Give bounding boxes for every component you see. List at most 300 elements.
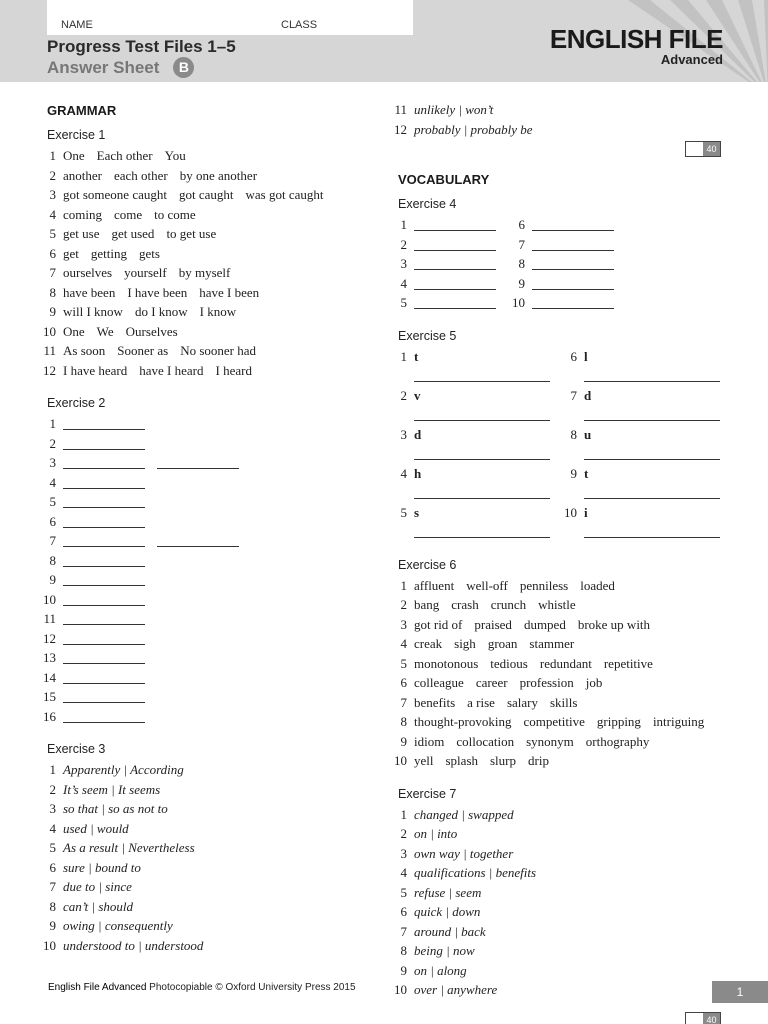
item-number: 2 <box>400 387 407 403</box>
item-options <box>414 751 731 771</box>
answer-pair: quick | down <box>414 904 481 919</box>
answer-blank[interactable] <box>414 407 550 421</box>
answer-option[interactable]: got caught <box>178 187 234 202</box>
answer-blanks <box>63 531 370 551</box>
list-item <box>40 434 370 454</box>
item-number: 3 <box>49 187 56 202</box>
answer-blank[interactable] <box>414 485 550 499</box>
answer-pair: changed | swapped <box>414 806 514 822</box>
list-item <box>40 687 370 707</box>
list-item <box>509 254 627 274</box>
item-number: 16 <box>43 708 56 724</box>
answer-blank[interactable] <box>584 485 720 499</box>
list-item <box>509 274 627 294</box>
answer-option[interactable]: dumped <box>523 616 566 632</box>
answer-blank[interactable] <box>157 533 239 547</box>
answer-blank[interactable] <box>63 494 145 508</box>
exercise-3-list-continued <box>391 100 731 139</box>
answer-option[interactable]: get use <box>63 226 100 241</box>
answer-option[interactable]: I have been <box>127 284 188 300</box>
list-item <box>40 877 370 897</box>
answer-option[interactable]: affluent <box>414 577 455 593</box>
answer-blank[interactable] <box>63 455 145 469</box>
item-number: 1 <box>49 148 56 163</box>
answer-blank[interactable] <box>532 237 614 251</box>
answer-blank[interactable] <box>63 611 145 625</box>
answer-blank[interactable] <box>584 524 720 538</box>
answer-blank[interactable] <box>414 276 496 290</box>
answer-blank[interactable] <box>63 572 145 586</box>
answer-blanks <box>63 551 370 571</box>
exercise-1-list <box>40 146 370 380</box>
item-number: 4 <box>400 865 407 880</box>
answer-blank[interactable] <box>63 670 145 684</box>
exercise-3-title: Exercise 3 <box>47 742 106 756</box>
item-number: 7 <box>518 236 525 252</box>
list-item <box>391 941 731 961</box>
answer-option[interactable]: get used <box>111 226 155 241</box>
answer-blank[interactable] <box>414 295 496 309</box>
answer-option[interactable]: salary <box>506 694 538 710</box>
item-number: 1 <box>400 217 407 232</box>
answer-option[interactable]: career <box>475 675 508 690</box>
answer-blank[interactable] <box>63 709 145 723</box>
item-number: 13 <box>43 650 56 665</box>
list-item <box>391 576 731 596</box>
answer-pair: due to | since <box>63 879 132 894</box>
item-number: 3 <box>400 845 407 861</box>
answer-option[interactable]: have I heard <box>139 362 204 378</box>
list-item <box>40 799 370 819</box>
answer-blank[interactable] <box>414 217 496 231</box>
answer-blank[interactable] <box>63 436 145 450</box>
list-item <box>40 838 370 858</box>
answer-pair: owing | consequently <box>63 918 173 933</box>
item-number: 7 <box>49 879 56 894</box>
answer-option[interactable]: well-off <box>466 577 508 593</box>
answer-option[interactable]: each other <box>113 167 168 183</box>
list-item <box>40 858 370 878</box>
list-item <box>391 805 731 825</box>
item-options <box>414 732 731 752</box>
answer-option[interactable]: got rid of <box>414 616 463 632</box>
exercise-2-list <box>40 414 370 726</box>
answer-blanks <box>414 215 509 235</box>
answer-blank[interactable] <box>157 455 239 469</box>
first-letter: u <box>584 426 592 442</box>
answer-option[interactable]: gripping <box>596 714 641 729</box>
item-number: 15 <box>43 689 56 704</box>
item-number: 3 <box>49 455 56 470</box>
item-number: 9 <box>518 275 525 291</box>
answer-blanks <box>584 464 732 503</box>
list-item <box>40 897 370 917</box>
answer-option[interactable]: crunch <box>490 597 527 612</box>
list-item <box>561 503 731 542</box>
answer-option[interactable]: profession <box>519 675 574 690</box>
answer-blank[interactable] <box>63 689 145 703</box>
list-item <box>40 551 370 571</box>
answer-option[interactable]: whistle <box>538 597 576 612</box>
list-item <box>561 386 731 425</box>
answer-blanks <box>63 609 370 629</box>
item-number: 12 <box>394 121 407 137</box>
first-letter: i <box>584 504 588 520</box>
list-item <box>391 634 731 654</box>
item-number: 5 <box>400 884 407 900</box>
exercise-5-title: Exercise 5 <box>398 328 457 343</box>
item-number: 14 <box>43 669 56 685</box>
list-item <box>40 668 370 688</box>
exercise-4-title: Exercise 4 <box>398 197 457 211</box>
answer-option[interactable]: coming <box>63 206 102 222</box>
answer-blanks <box>584 386 732 425</box>
answer-blank[interactable] <box>63 514 145 528</box>
exercise-2-title: Exercise 2 <box>47 396 106 410</box>
first-letter: t <box>414 348 419 364</box>
answer-option[interactable]: Sooner as <box>117 343 169 358</box>
item-number: 5 <box>400 504 407 520</box>
answer-blank[interactable] <box>414 256 496 270</box>
answer-option[interactable]: idiom <box>414 733 445 749</box>
answer-option[interactable]: monotonous <box>414 655 479 671</box>
answer-option[interactable]: penniless <box>519 577 569 593</box>
answer-blanks <box>414 503 562 542</box>
answer-option[interactable]: yell <box>414 753 434 768</box>
item-options <box>63 146 370 166</box>
item-number: 4 <box>49 206 56 222</box>
answer-option[interactable]: job <box>585 675 603 690</box>
answer-option[interactable]: skills <box>550 694 578 710</box>
answer-option[interactable]: by one another <box>179 167 258 183</box>
answer-blanks <box>532 235 627 255</box>
answer-pair: can’t | should <box>63 898 134 914</box>
list-item <box>391 120 731 140</box>
answer-pair: Apparently | According <box>63 762 184 777</box>
list-item <box>391 883 731 903</box>
answer-blanks <box>63 687 370 707</box>
answer-option[interactable]: drip <box>528 753 549 768</box>
item-number: 4 <box>49 820 56 836</box>
answer-option[interactable]: synonym <box>526 733 574 749</box>
answer-blanks <box>63 512 370 532</box>
answer-option[interactable]: intriguing <box>652 714 705 729</box>
answer-option[interactable]: loaded <box>580 577 615 593</box>
answer-blanks <box>63 629 370 649</box>
answer-option[interactable]: getting <box>90 245 127 261</box>
answer-option[interactable]: have been <box>63 284 116 300</box>
item-number: 5 <box>400 295 407 310</box>
item-number: 10 <box>394 982 407 997</box>
exercise-6-list <box>391 576 731 771</box>
answer-option[interactable]: groan <box>487 636 518 651</box>
list-item <box>391 235 509 255</box>
answer-option[interactable]: collocation <box>456 733 515 749</box>
answer-option[interactable]: thought-provoking <box>414 714 512 729</box>
answer-option[interactable]: You <box>164 148 186 163</box>
answer-option[interactable]: was got caught <box>245 187 324 202</box>
list-item <box>391 712 731 732</box>
answer-option[interactable]: have I been <box>199 284 260 300</box>
exercise-4-grid <box>391 215 731 313</box>
answer-blank[interactable] <box>414 524 550 538</box>
answer-option[interactable]: gets <box>139 245 160 261</box>
answer-blank[interactable] <box>63 631 145 645</box>
footer-copyright <box>48 982 356 993</box>
item-number: 1 <box>400 348 407 364</box>
item-number: 11 <box>394 102 407 117</box>
item-number: 8 <box>518 256 525 271</box>
answer-option[interactable]: One <box>63 323 85 339</box>
item-options <box>63 224 370 244</box>
answer-option[interactable]: get <box>63 245 79 261</box>
answer-blank[interactable] <box>584 407 720 421</box>
list-item <box>40 302 370 322</box>
answer-option[interactable]: yourself <box>124 265 167 280</box>
grammar-heading: GRAMMAR <box>47 103 117 118</box>
answer-blank[interactable] <box>414 237 496 251</box>
item-options <box>414 673 731 693</box>
answer-blank[interactable] <box>532 217 614 231</box>
item-number: 12 <box>43 630 56 646</box>
answer-option[interactable]: competitive <box>523 714 585 729</box>
item-number: 9 <box>400 733 407 749</box>
answer-option[interactable]: colleague <box>414 675 464 690</box>
answer-blanks <box>532 215 627 235</box>
item-number: 3 <box>400 426 407 442</box>
answer-pair: probably | probably be <box>414 121 533 137</box>
item-options <box>63 185 370 205</box>
answer-option[interactable]: Each other <box>96 148 153 163</box>
list-item <box>391 615 731 635</box>
answer-pair: refuse | seem <box>414 884 482 900</box>
answer-blank[interactable] <box>414 368 550 382</box>
answer-option[interactable]: by myself <box>178 265 231 280</box>
list-item <box>561 425 731 464</box>
item-number: 2 <box>400 826 407 841</box>
answer-pair: over | anywhere <box>414 982 498 997</box>
item-options <box>414 595 731 615</box>
footer-book: English File Advanced <box>48 982 147 993</box>
answer-option[interactable]: No sooner had <box>180 343 257 358</box>
list-item <box>40 473 370 493</box>
list-item <box>391 844 731 864</box>
name-label: NAME <box>61 19 93 31</box>
list-item <box>40 492 370 512</box>
answer-option[interactable]: crash <box>451 597 479 612</box>
item-number: 7 <box>49 265 56 280</box>
item-options <box>63 244 370 264</box>
brand-level: Advanced <box>660 52 723 67</box>
vocabulary-score <box>391 1010 731 1024</box>
answer-option[interactable]: One <box>63 148 85 163</box>
answer-option[interactable]: As soon <box>63 343 106 358</box>
answer-option[interactable]: ourselves <box>63 265 113 280</box>
answer-blanks <box>63 648 370 668</box>
list-item <box>561 464 731 503</box>
answer-blanks <box>414 235 509 255</box>
answer-blank[interactable] <box>63 650 145 664</box>
answer-blanks <box>63 473 370 493</box>
item-number: 4 <box>400 275 407 291</box>
list-item <box>40 244 370 264</box>
answer-option[interactable]: to get use <box>166 226 217 241</box>
answer-pair: qualifications | benefits <box>414 865 537 880</box>
item-number: 9 <box>49 304 56 319</box>
answer-blanks <box>584 425 732 464</box>
item-options <box>63 341 370 361</box>
answer-option[interactable]: praised <box>474 616 512 632</box>
answer-option[interactable]: splash <box>445 753 478 768</box>
answer-pair: on | along <box>414 962 467 978</box>
list-item <box>391 215 509 235</box>
item-number: 2 <box>49 435 56 451</box>
first-letter: l <box>584 348 588 364</box>
item-options <box>63 205 370 225</box>
answer-blank[interactable] <box>532 276 614 290</box>
answer-blanks <box>414 274 509 294</box>
answer-blanks <box>414 347 562 386</box>
list-item <box>40 916 370 936</box>
answer-option[interactable]: slurp <box>490 753 516 768</box>
answer-blanks <box>414 425 562 464</box>
item-number: 10 <box>394 753 407 768</box>
item-number: 6 <box>49 513 56 529</box>
item-number: 7 <box>49 533 56 548</box>
item-number: 4 <box>400 636 407 651</box>
grammar-score-total: 40 <box>703 142 720 156</box>
item-options <box>63 322 370 342</box>
list-item <box>391 693 731 713</box>
answer-blanks <box>584 347 732 386</box>
answer-blanks <box>63 434 370 454</box>
first-letter: d <box>584 387 592 403</box>
answer-pair: unlikely | won’t <box>414 102 494 117</box>
list-item <box>391 863 731 883</box>
answer-option[interactable]: Ourselves <box>125 323 178 339</box>
answer-blank[interactable] <box>414 446 550 460</box>
list-item <box>40 780 370 800</box>
answer-pair: As a result | Nevertheless <box>63 840 195 855</box>
answer-option[interactable]: I know <box>199 304 237 319</box>
answer-blank[interactable] <box>63 533 145 547</box>
answer-pair: being | now <box>414 943 475 958</box>
answer-option[interactable]: stammer <box>529 636 575 651</box>
answer-pair: so that | so as not to <box>63 801 168 816</box>
answer-blanks <box>414 386 562 425</box>
list-item <box>40 146 370 166</box>
answer-blank[interactable] <box>532 256 614 270</box>
answer-option[interactable]: benefits <box>414 694 456 710</box>
item-number: 4 <box>400 465 407 481</box>
item-number: 10 <box>43 591 56 607</box>
answer-option[interactable]: broke up with <box>577 616 651 632</box>
item-number: 2 <box>49 167 56 183</box>
answer-option[interactable]: repetitive <box>603 655 653 671</box>
list-item <box>40 707 370 727</box>
answer-blanks <box>532 254 627 274</box>
list-item <box>391 961 731 981</box>
answer-option[interactable]: a rise <box>467 694 495 710</box>
answer-option[interactable]: We <box>96 323 114 339</box>
list-item <box>40 341 370 361</box>
item-number: 7 <box>400 923 407 939</box>
item-number: 5 <box>49 840 56 855</box>
answer-option[interactable]: tedious <box>490 655 528 671</box>
list-item <box>391 673 731 693</box>
answer-pair: It’s seem | It seems <box>63 781 161 797</box>
list-item <box>40 361 370 381</box>
item-options <box>63 361 370 381</box>
list-item <box>391 503 561 542</box>
page-number: 1 <box>712 981 768 1003</box>
answer-option[interactable]: redundant <box>539 655 592 671</box>
test-title: Progress Test Files 1–5 <box>47 37 236 56</box>
answer-option[interactable]: I have heard <box>63 362 128 378</box>
answer-blank[interactable] <box>63 592 145 606</box>
list-item <box>509 215 627 235</box>
right-column <box>391 100 731 1024</box>
answer-option[interactable]: will I know <box>63 304 123 319</box>
grammar-score-box[interactable] <box>685 141 721 157</box>
item-number: 10 <box>43 937 56 953</box>
answer-blanks <box>584 503 732 542</box>
item-number: 6 <box>400 675 407 690</box>
answer-blank[interactable] <box>63 416 145 430</box>
answer-option[interactable]: bang <box>414 597 440 612</box>
item-options <box>414 634 731 654</box>
item-number: 5 <box>49 226 56 241</box>
answer-option[interactable]: do I know <box>134 304 188 319</box>
item-number: 6 <box>570 348 577 364</box>
answer-blank[interactable] <box>532 295 614 309</box>
answer-blanks <box>414 464 562 503</box>
answer-pair: around | back <box>414 923 486 939</box>
answer-blank[interactable] <box>584 368 720 382</box>
answer-option[interactable]: orthography <box>585 733 650 749</box>
answer-blank[interactable] <box>63 553 145 567</box>
list-item <box>391 654 731 674</box>
answer-blank[interactable] <box>584 446 720 460</box>
answer-blank[interactable] <box>63 475 145 489</box>
answer-option[interactable]: to come <box>154 206 196 222</box>
answer-option[interactable]: got someone caught <box>63 187 167 202</box>
answer-option[interactable]: sigh <box>454 636 476 651</box>
list-item <box>509 235 627 255</box>
list-item <box>40 648 370 668</box>
class-label: CLASS <box>281 19 318 31</box>
answer-option[interactable]: creak <box>414 636 443 651</box>
list-item <box>509 293 627 313</box>
list-item <box>40 531 370 551</box>
exercise-3-list <box>40 760 370 955</box>
list-item <box>391 254 509 274</box>
list-item <box>40 512 370 532</box>
list-item <box>391 386 561 425</box>
list-item <box>40 453 370 473</box>
item-number: 2 <box>400 236 407 252</box>
item-number: 9 <box>400 962 407 978</box>
answer-sheet-title <box>47 57 194 78</box>
answer-option[interactable]: I heard <box>215 362 252 378</box>
list-item <box>391 274 509 294</box>
answer-option[interactable]: come <box>114 206 143 222</box>
answer-option[interactable]: another <box>63 167 102 183</box>
answer-blanks <box>63 668 370 688</box>
answer-blanks <box>414 254 509 274</box>
vocabulary-score-box[interactable] <box>685 1012 721 1024</box>
item-number: 1 <box>400 806 407 822</box>
